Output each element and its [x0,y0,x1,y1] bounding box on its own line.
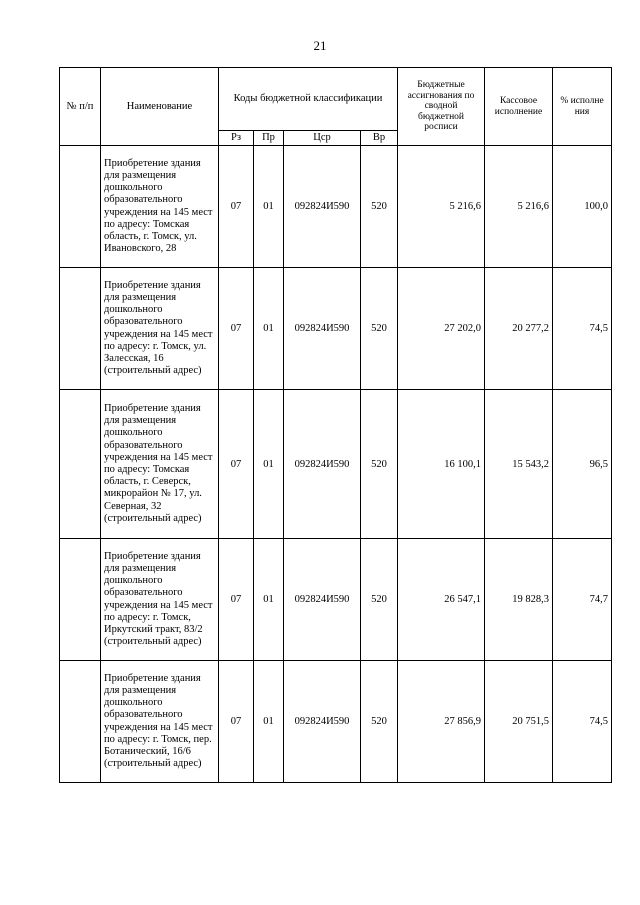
cell-vr: 520 [361,390,398,539]
cell-percent: 100,0 [553,146,612,268]
cell-rz: 07 [219,146,254,268]
cell-cash: 15 543,2 [485,390,553,539]
cell-cash: 19 828,3 [485,539,553,661]
cell-num [60,146,101,268]
cell-vr: 520 [361,661,398,783]
header-cash: Кассовое исполнение [485,68,553,146]
cell-vr: 520 [361,146,398,268]
cell-csr: 092824И590 [284,268,361,390]
cell-num [60,268,101,390]
cell-name: Приобретение здания для размещения дошкольного образовательного учреждения на 145 мест по адресу: г. Томск, пер. Ботанический, 16/6 (строительный адрес) [101,661,219,783]
cell-pr: 01 [254,146,284,268]
cell-rz: 07 [219,539,254,661]
cell-budget: 27 202,0 [398,268,485,390]
header-codes: Коды бюджетной классификации [219,68,398,131]
table-row [60,390,612,539]
cell-name: Приобретение здания для размещения дошкольного образовательного учреждения на 145 мест по адресу: г. Томск, Иркутский тракт, 83/2 (строительный адрес) [101,539,219,661]
cell-pr: 01 [254,268,284,390]
cell-num [60,390,101,539]
cell-pr: 01 [254,661,284,783]
cell-name: Приобретение здания для размещения дошкольного образовательного учреждения на 145 мест по адресу: г. Томск, ул. Залесская, 16 (строительный адрес) [101,268,219,390]
cell-csr: 092824И590 [284,146,361,268]
cell-vr: 520 [361,268,398,390]
table-row [60,539,612,661]
cell-vr: 520 [361,539,398,661]
cell-pr: 01 [254,539,284,661]
cell-csr: 092824И590 [284,661,361,783]
header-budget: Бюджетные ассигнования по сводной бюджетной росписи [398,68,485,146]
cell-cash: 20 277,2 [485,268,553,390]
header-vr: Вр [361,131,398,146]
cell-name: Приобретение здания для размещения дошкольного образовательного учреждения на 145 мест по адресу: Томская область, г. Северск, микрорайон № 17, ул. Северная, 32 (строительный адрес) [101,390,219,539]
cell-budget: 27 856,9 [398,661,485,783]
cell-rz: 07 [219,390,254,539]
cell-csr: 092824И590 [284,390,361,539]
table-row [60,146,612,268]
header-num: № п/п [60,68,101,146]
header-row [60,68,612,131]
cell-percent: 74,5 [553,268,612,390]
table-row [60,661,612,783]
page-number: 21 [313,38,327,53]
header-name: Наименование [101,68,219,146]
cell-percent: 96,5 [553,390,612,539]
cell-budget: 5 216,6 [398,146,485,268]
cell-cash: 20 751,5 [485,661,553,783]
cell-name: Приобретение здания для размещения дошкольного образовательного учреждения на 145 мест по адресу: Томская область, г. Томск, ул. Ивановского, 28 [101,146,219,268]
header-csr: Цср [284,131,361,146]
cell-percent: 74,7 [553,539,612,661]
header-rz: Рз [219,131,254,146]
table-row [60,268,612,390]
cell-budget: 26 547,1 [398,539,485,661]
header-percent: % исполне ния [553,68,612,146]
budget-table [59,67,612,783]
cell-num [60,661,101,783]
cell-csr: 092824И590 [284,539,361,661]
header-pr: Пр [254,131,284,146]
cell-budget: 16 100,1 [398,390,485,539]
cell-cash: 5 216,6 [485,146,553,268]
cell-rz: 07 [219,268,254,390]
cell-percent: 74,5 [553,661,612,783]
cell-num [60,539,101,661]
cell-rz: 07 [219,661,254,783]
cell-pr: 01 [254,390,284,539]
